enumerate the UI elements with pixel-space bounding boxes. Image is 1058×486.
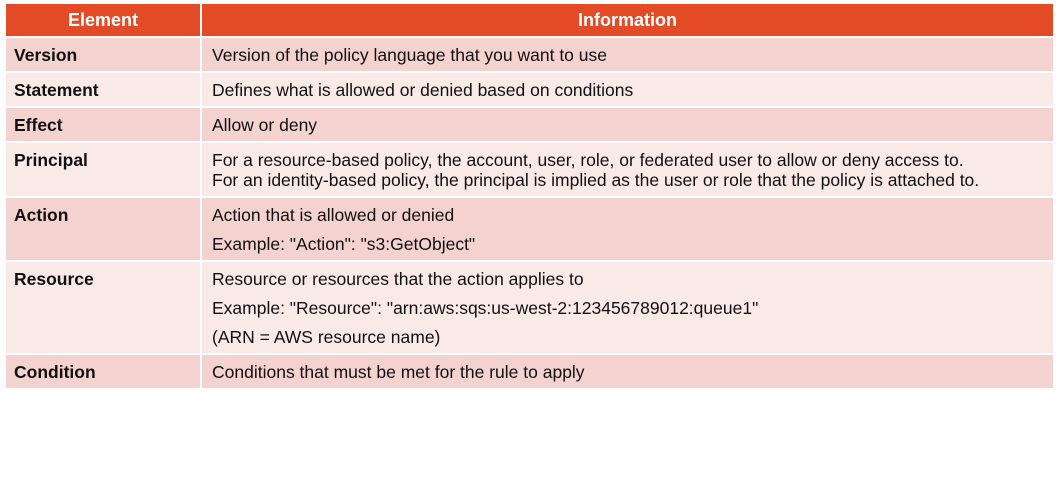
element-cell: Version [6,37,201,72]
information-text: For an identity-based policy, the principal is implied as the user or role that the policy is attached to. [212,170,980,190]
information-cell [201,107,1053,142]
information-text: Defines what is allowed or denied based on conditions [212,80,634,100]
information-cell [201,72,1053,107]
element-cell: Effect [6,107,201,142]
information-text: Conditions that must be met for the rule to apply [212,362,585,382]
note-text: (ARN = AWS resource name) [212,327,441,347]
element-cell: Resource [6,261,201,354]
example-text: Example: "Resource": "arn:aws:sqs:us-west-2:123456789012:queue1" [212,298,759,318]
element-cell: Statement [6,72,201,107]
information-cell [201,142,1053,197]
information-cell [201,37,1053,72]
information-text: Action that is allowed or denied [212,205,455,225]
element-cell: Condition [6,354,201,389]
information-text: For a resource-based policy, the account, user, role, or federated user to allow or deny access to. [212,150,964,170]
information-cell [201,197,1053,261]
table-row-condition [6,354,1053,389]
information-cell [201,261,1053,354]
table-header-row [6,4,1053,37]
policy-elements-table [6,4,1053,390]
table-row-statement [6,72,1053,107]
element-cell: Action [6,197,201,261]
table-row-effect [6,107,1053,142]
column-header-information: Information [201,4,1053,37]
information-cell [201,354,1053,389]
table-row-principal [6,142,1053,197]
information-text: Version of the policy language that you want to use [212,45,607,65]
element-cell: Principal [6,142,201,197]
column-header-element: Element [6,4,201,37]
information-text: Allow or deny [212,115,318,135]
table-row-action [6,197,1053,261]
table-row-version [6,37,1053,72]
information-text: Resource or resources that the action applies to [212,269,584,289]
table-row-resource [6,261,1053,354]
example-text: Example: "Action": "s3:GetObject" [212,234,476,254]
